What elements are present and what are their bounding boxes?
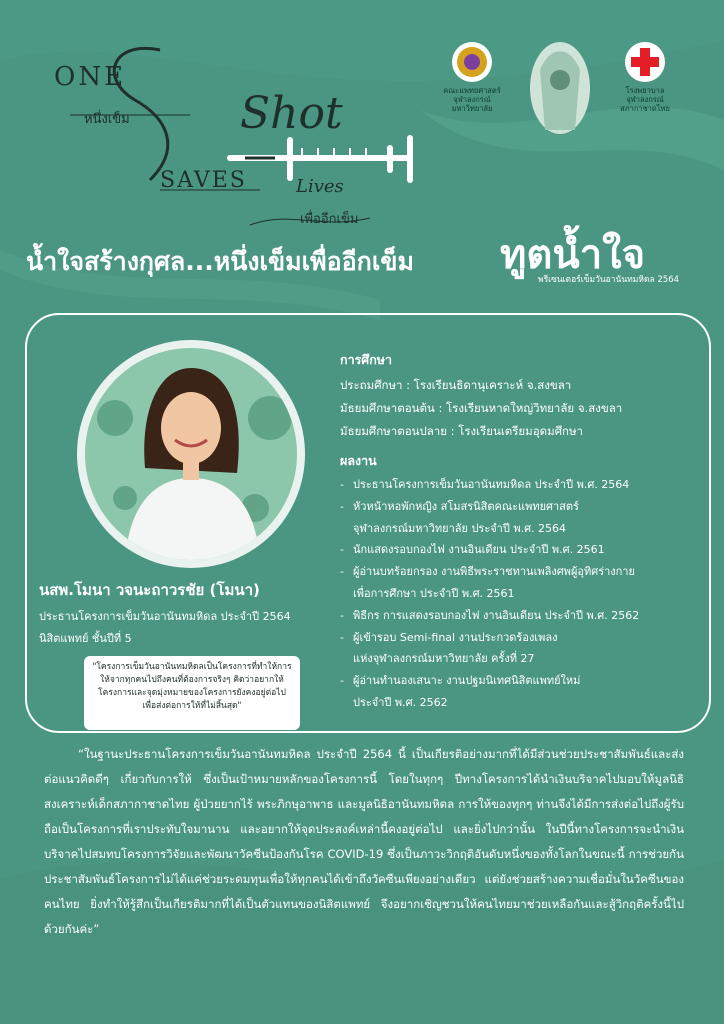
logo-word-lives: Lives (296, 176, 344, 197)
work-item: - นักแสดงรอบกองไฟ งานอินเดียน ประจำปี พ.ศ. 2561 (340, 539, 692, 561)
logo-word-shot: Shot (240, 88, 343, 139)
profile-photo (85, 348, 297, 560)
education-item: ประถมศึกษา : โรงเรียนธิดานุเคราะห์ จ.สงขลา (340, 378, 572, 392)
work-item: - ผู้อ่านทำนองเสนาะ งานปฐมนิเทศนิสิตแพทย์ใหม่ ประจำปี พ.ศ. 2562 (340, 670, 692, 714)
red-cross-icon (625, 42, 665, 82)
education-list (340, 374, 622, 443)
faculty-of-medicine-label: คณะแพทยศาสตร์ จุฬาลงกรณ์มหาวิทยาลัย (443, 86, 501, 113)
ambassador-title: ทูตน้ำใจ (500, 232, 646, 278)
logo-thai-one-shot: หนึ่งเข็ม (84, 112, 130, 127)
logo-word-one: ONE (54, 62, 127, 92)
work-item: - ประธานโครงการเข็มวันอานันทมหิดล ประจำปี พ.ศ. 2564 (340, 474, 692, 496)
logo-word-saves: SAVES (160, 168, 247, 193)
works-list (340, 474, 692, 714)
work-item: - หัวหน้าหอพักหญิง สโมสรนิสิตคณะแพทยศาสตร์ จุฬาลงกรณ์มหาวิทยาลัย ประจำปี พ.ศ. 2564 (340, 496, 692, 540)
logo-thai-another-shot: เพื่ออีกเข็ม (300, 212, 359, 227)
work-item: - ผู้เข้ารอบ Semi-final งานประกวดร้องเพลง แห่งจุฬาลงกรณ์มหาวิทยาลัย ครั้งที่ 27 (340, 627, 692, 671)
royal-emblem-icon (530, 42, 590, 134)
work-item: - พิธีกร การแสดงรอบกองไฟ งานอินเดียน ประจำปี พ.ศ. 2562 (340, 605, 692, 627)
statement-paragraph: “ในฐานะประธานโครงการเข็มวันอานันทมหิดล ประจำปี 2564 นี้ เป็นเกียรติอย่างมากที่ได้มีส่วนช่วยประชาสัมพันธ์และส่งต่อแนวคิดดีๆ เกี่ยวกับการให้ ซึ่งเป็นเป้าหมายหลักของโครงการนี้ โดยในทุกๆ ปีทางโครงการได้นำเงินบริจาคไปมอบให้มูลนิธิสงเคราะห์เด็กสภากาชาดไทย ผู้ป่วยยากไร้ พระภิกษุอาพาธ และมูลนิธิอานันทมหิดล การให้ของทุกๆ ท่านจึงได้มีการส่งต่อไปถึงผู้รับ ถือเป็นโครงการที่เราประทับใจมานาน และอยากให้จุดประสงค์เหล่านี้คงอยู่ต่อไป และยิ่งไปกว่านั้น ในปีนี้ทางโครงการจะนำเงินบริจาคไปสมทบโครงการวิจัยและพัฒนาวัคซีนป้องกันโรค COVID-19 ซึ่งเป็นภาวะวิกฤติอันดับหนึ่งของทั้งโลกในขณะนี้ การช่วยกันประชาสัมพันธ์โครงการไม่ได้แค่ช่วยระดมทุนเพื่อให้ทุกคนได้เข้าถึงวัคซีนเพียงอย่างเดียว แต่ยังช่วยสร้างความเชื่อมั่นในวัคซีนของคนไทย ยิ่งทำให้รู้สึกเป็นเกียรติมากที่ได้เป็นตัวแทนของนิสิตแพทย์ จึงอยากเชิญชวนให้คนไทยมาช่วยเหลือกันและสู้วิกฤติครั้งนี้ไปด้วยกันค่ะ” (44, 747, 684, 936)
profile-quote: "โครงการเข็มวันอานันทมหิดลเป็นโครงการที่ทำให้การให้จากทุกคนไปถึงคนที่ต้องการจริงๆ คิดว่าอยากให้โครงการและจุดมุ่งหมายของโครงการยังคงอยู่ต่อไป เพื่อส่งต่อการให้ที่ไม่สิ้นสุด" (84, 656, 300, 730)
faculty-seal-icon (452, 42, 492, 82)
education-item: มัธยมศึกษาตอนปลาย : โรงเรียนเตรียมอุดมศึกษา (340, 424, 584, 438)
headline: น้ำใจสร้างกุศล...หนึ่งเข็มเพื่ออีกเข็ม (26, 247, 414, 276)
profile-role: ประธานโครงการเข็มวันอานันทมหิดล ประจำปี 2564 (39, 610, 291, 623)
education-title: การศึกษา (340, 352, 393, 367)
chula-hospital-label: โรงพยาบาลจุฬาลงกรณ์ สภากาชาดไทย (620, 86, 670, 113)
education-item: มัธยมศึกษาตอนต้น : โรงเรียนหาดใหญ่วิทยาลัย จ.สงขลา (340, 401, 623, 415)
works-title: ผลงาน (340, 453, 377, 468)
work-item: - ผู้อ่านบทร้อยกรอง งานพิธีพระราชทานเพลิงศพผู้อุทิศร่างกาย เพื่อการศึกษา ประจำปี พ.ศ. 2561 (340, 561, 692, 605)
ambassador-subtitle: พรีเซนเตอร์เข็มวันอานันทมหิดล 2564 (538, 275, 680, 285)
profile-year: นิสิตแพทย์ ชั้นปีที่ 5 (39, 632, 132, 645)
profile-name: นสพ.โมนา วจนะถาวรชัย (โมนา) (39, 581, 260, 599)
